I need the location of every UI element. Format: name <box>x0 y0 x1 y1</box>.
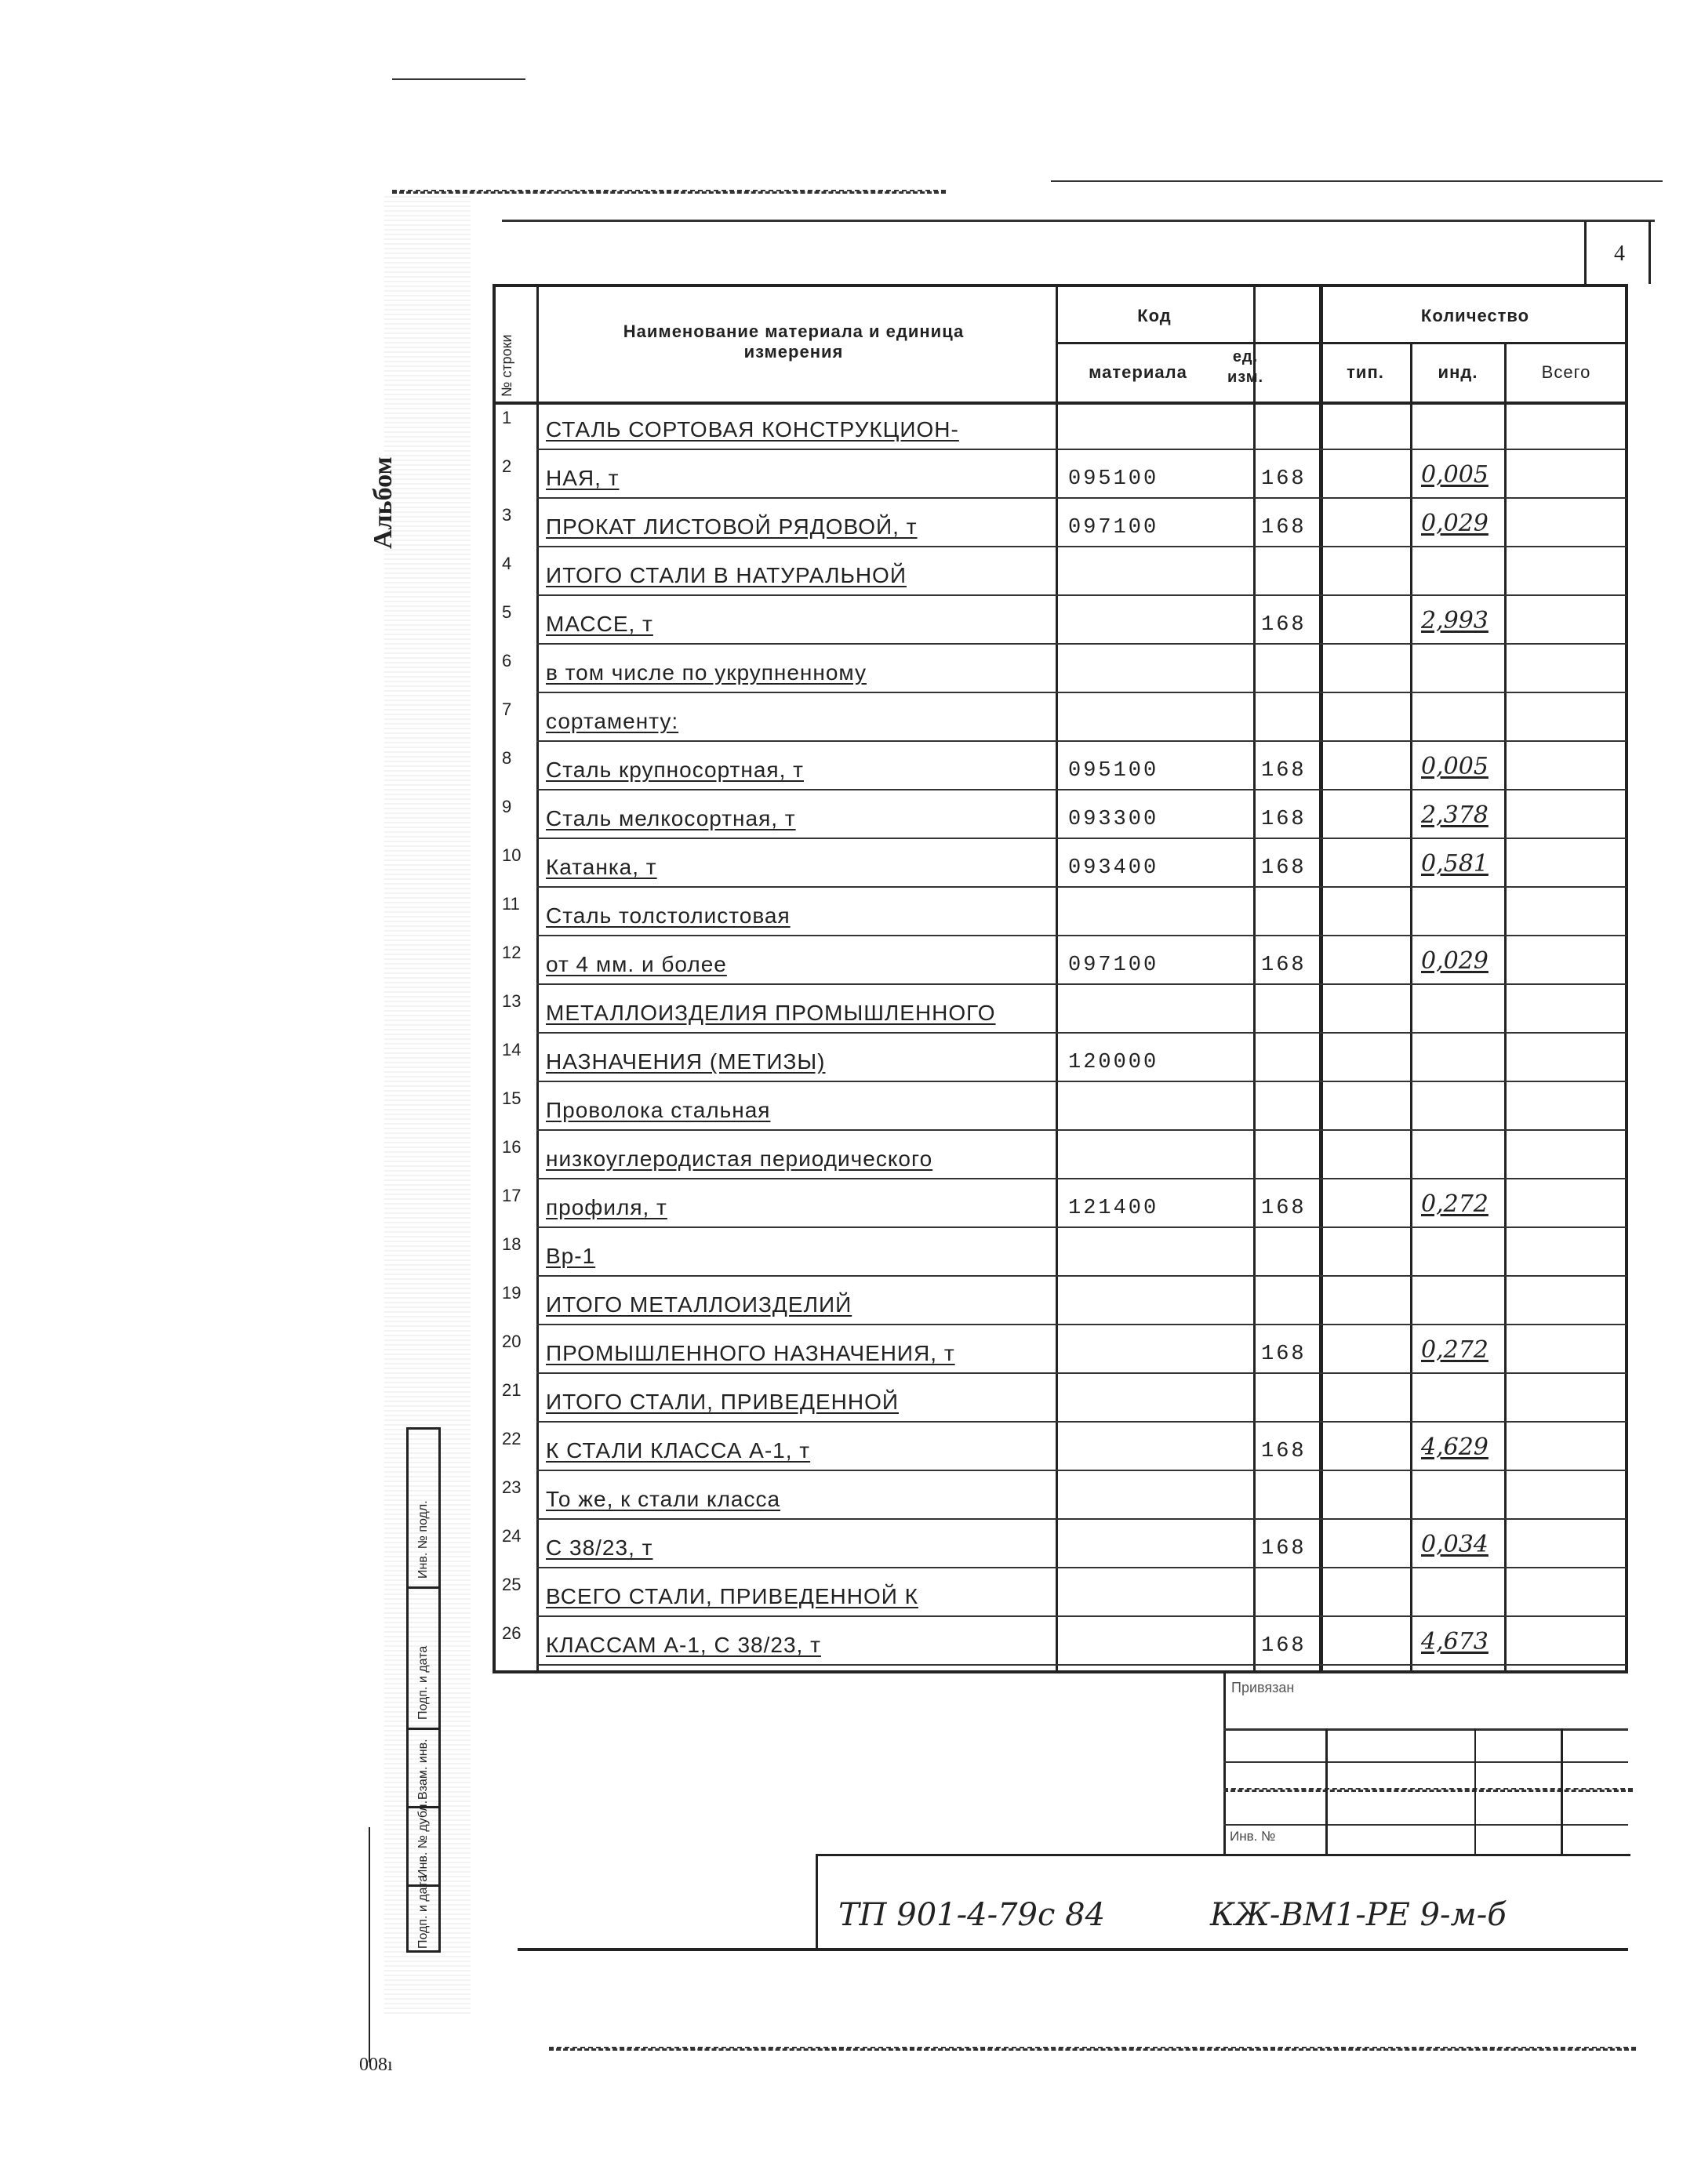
material-code: 120000 <box>1068 1051 1159 1074</box>
scan-stroke-bottom <box>549 2047 1636 2051</box>
row-number: 22 <box>502 1429 522 1448</box>
sheet-number-box-left <box>1584 221 1587 284</box>
material-name: в том числе по укрупненному <box>546 660 867 685</box>
material-name: С 38/23, т <box>546 1535 653 1560</box>
unit-code: 168 <box>1261 808 1307 831</box>
table-row <box>496 936 1627 985</box>
bottom-border <box>518 1948 1628 1951</box>
bottom-left-mark: 008ı <box>359 2055 393 2075</box>
quantity-ind: 2,378 <box>1421 801 1489 829</box>
side-stamp-field-1: Инв. № подл. <box>416 1500 430 1579</box>
row-number: 25 <box>502 1575 522 1594</box>
unit-code: 168 <box>1261 1634 1307 1658</box>
row-number: 21 <box>502 1380 522 1400</box>
material-name: СТАЛЬ СОРТОВАЯ КОНСТРУКЦИОН- <box>546 417 959 442</box>
table-row <box>496 645 1627 693</box>
material-name: К СТАЛИ КЛАССА А-1, т <box>546 1438 811 1463</box>
material-name: низкоуглеродистая периодического <box>546 1147 933 1171</box>
material-name: КЛАССАМ А-1, С 38/23, т <box>546 1633 821 1657</box>
table-row <box>496 1082 1627 1131</box>
row-number: 9 <box>502 797 512 816</box>
material-name: Сталь крупносортная, т <box>546 758 804 782</box>
unit-code: 168 <box>1261 759 1307 783</box>
qty-typ-header: тип. <box>1347 362 1384 382</box>
scan-stroke-top2 <box>392 190 946 194</box>
materials-table <box>493 284 1628 1673</box>
material-name: ПРОКАТ ЛИСТОВОЙ РЯДОВОЙ, т <box>546 514 918 539</box>
table-row <box>496 450 1627 499</box>
table-row <box>496 1617 1627 1666</box>
row-number: 3 <box>502 505 512 525</box>
table-row <box>496 1179 1627 1228</box>
table-row <box>496 1374 1627 1423</box>
material-name: НАЯ, т <box>546 466 620 490</box>
material-name: То же, к стали класса <box>546 1487 781 1511</box>
name-header-text: Наименование материала и единица измерения <box>623 322 965 362</box>
side-stamp <box>406 1427 441 1953</box>
material-name: ИТОГО СТАЛИ В НАТУРАЛЬНОЙ <box>546 563 907 587</box>
document-code: КЖ-ВМ1-РЕ 9-м-б <box>1210 1897 1507 1933</box>
quantity-ind: 0,029 <box>1421 947 1489 975</box>
side-stamp-field-4: Инв. № дубл. <box>416 1800 430 1878</box>
row-number: 6 <box>502 651 512 670</box>
row-number: 12 <box>502 943 522 962</box>
table-row <box>496 1034 1627 1082</box>
table-row <box>496 1277 1627 1325</box>
row-number: 11 <box>502 894 520 914</box>
unit-code: 168 <box>1261 1343 1307 1366</box>
table-row <box>496 985 1627 1034</box>
privyazan-label: Привязан <box>1231 1680 1295 1695</box>
table-row <box>496 1471 1627 1520</box>
project-code: ТП 901-4-79с 84 <box>838 1897 1106 1933</box>
material-name: Сталь толстолистовая <box>546 903 791 928</box>
row-number: 14 <box>502 1040 522 1059</box>
quantity-ind: 4,673 <box>1421 1628 1489 1655</box>
scan-stroke-top3 <box>1051 180 1663 182</box>
title-block <box>816 1854 1630 1950</box>
row-number: 15 <box>502 1088 522 1108</box>
material-name: ПРОМЫШЛЕННОГО НАЗНАЧЕНИЯ, т <box>546 1341 955 1365</box>
side-stamp-field-2: Подп. и дата <box>416 1645 430 1720</box>
quantity-ind: 0,272 <box>1421 1190 1489 1218</box>
row-number: 16 <box>502 1137 522 1157</box>
unit-code: 168 <box>1261 1537 1307 1561</box>
row-number: 19 <box>502 1283 522 1303</box>
name-header <box>605 322 982 362</box>
material-name: Проволока стальная <box>546 1098 771 1122</box>
row-number-header: № строки <box>499 334 514 397</box>
row-number: 24 <box>502 1526 522 1546</box>
material-code: 095100 <box>1068 759 1159 783</box>
row-number: 26 <box>502 1623 522 1643</box>
unit-code: 168 <box>1261 467 1307 491</box>
table-row <box>496 1325 1627 1374</box>
row-number: 18 <box>502 1234 522 1254</box>
unit-code: 168 <box>1261 856 1307 880</box>
quantity-ind: 2,993 <box>1421 607 1489 634</box>
quantity-header: Количество <box>1420 306 1530 325</box>
sheet-number: 4 <box>1614 242 1625 266</box>
table-row <box>496 742 1627 790</box>
row-number: 10 <box>502 845 522 865</box>
unit-code: 168 <box>1261 954 1307 977</box>
table-row <box>496 499 1627 547</box>
quantity-ind: 0,029 <box>1421 510 1489 537</box>
material-name: МАССЕ, т <box>546 612 653 636</box>
material-name: сортаменту: <box>546 709 679 733</box>
row-number: 8 <box>502 748 512 768</box>
row-number: 23 <box>502 1477 522 1497</box>
row-number: 20 <box>502 1332 522 1351</box>
album-side-label: Альбом <box>369 456 398 549</box>
quantity-ind: 0,005 <box>1421 461 1489 489</box>
row-number: 2 <box>502 456 512 476</box>
quantity-ind: 0,272 <box>1421 1336 1489 1364</box>
row-number: 7 <box>502 700 512 719</box>
side-stamp-field-3: Взам. инв. <box>416 1739 430 1800</box>
row-number: 1 <box>502 408 512 427</box>
table-row <box>496 1228 1627 1277</box>
unit-code: 168 <box>1261 613 1307 637</box>
material-name: Вр-1 <box>546 1244 596 1268</box>
bottom-stamp <box>1223 1673 1628 1854</box>
qty-total-header: Всего <box>1541 362 1591 382</box>
row-number: 13 <box>502 991 522 1011</box>
table-row <box>496 1131 1627 1179</box>
page-border-top <box>502 220 1655 222</box>
table-row <box>496 693 1627 742</box>
table-row <box>496 839 1627 888</box>
left-margin-line <box>369 1827 370 2062</box>
table-row <box>496 1520 1627 1568</box>
material-name: Катанка, т <box>546 855 657 879</box>
side-stamp-field-5: Подп. и дата <box>416 1874 430 1949</box>
table-row <box>496 888 1627 936</box>
table-row <box>496 596 1627 645</box>
material-code: 121400 <box>1068 1197 1159 1220</box>
quantity-ind: 0,034 <box>1421 1531 1489 1558</box>
code-header: Код <box>1137 306 1172 325</box>
unit-code: 168 <box>1261 1440 1307 1463</box>
quantity-ind: 0,581 <box>1421 850 1489 878</box>
scan-stroke-top <box>392 78 525 80</box>
material-name: ВСЕГО СТАЛИ, ПРИВЕДЕННОЙ К <box>546 1584 918 1608</box>
material-name: профиля, т <box>546 1195 667 1219</box>
qty-ind-header: инд. <box>1438 362 1478 382</box>
table-row <box>496 547 1627 596</box>
row-number: 17 <box>502 1186 522 1205</box>
quantity-ind: 0,005 <box>1421 753 1489 780</box>
table-row <box>496 1423 1627 1471</box>
row-number: 5 <box>502 602 512 622</box>
unit-code: 168 <box>1261 516 1307 540</box>
row-number: 4 <box>502 554 512 573</box>
material-name: ИТОГО СТАЛИ, ПРИВЕДЕННОЙ <box>546 1390 899 1414</box>
material-code: 093300 <box>1068 808 1159 831</box>
material-name: ИТОГО МЕТАЛЛОИЗДЕЛИЙ <box>546 1292 852 1317</box>
material-code: 097100 <box>1068 954 1159 977</box>
material-name: НАЗНАЧЕНИЯ (МЕТИЗЫ) <box>546 1049 826 1074</box>
sheet-number-box-right <box>1648 221 1651 284</box>
table-row <box>496 790 1627 839</box>
material-name: МЕТАЛЛОИЗДЕЛИЯ ПРОМЫШЛЕННОГО <box>546 1001 996 1025</box>
quantity-ind: 4,629 <box>1421 1434 1489 1461</box>
material-code: 093400 <box>1068 856 1159 880</box>
material-code: 097100 <box>1068 516 1159 540</box>
table-row <box>496 1568 1627 1617</box>
material-code: 095100 <box>1068 467 1159 491</box>
code-unit-header: ед. изм. <box>1227 348 1264 386</box>
material-name: Сталь мелкосортная, т <box>546 806 796 830</box>
unit-code: 168 <box>1261 1197 1307 1220</box>
inv-label: Инв. № <box>1230 1829 1276 1844</box>
code-material-header: материала <box>1089 362 1187 382</box>
material-name: от 4 мм. и более <box>546 952 727 976</box>
table-row <box>496 402 1627 450</box>
